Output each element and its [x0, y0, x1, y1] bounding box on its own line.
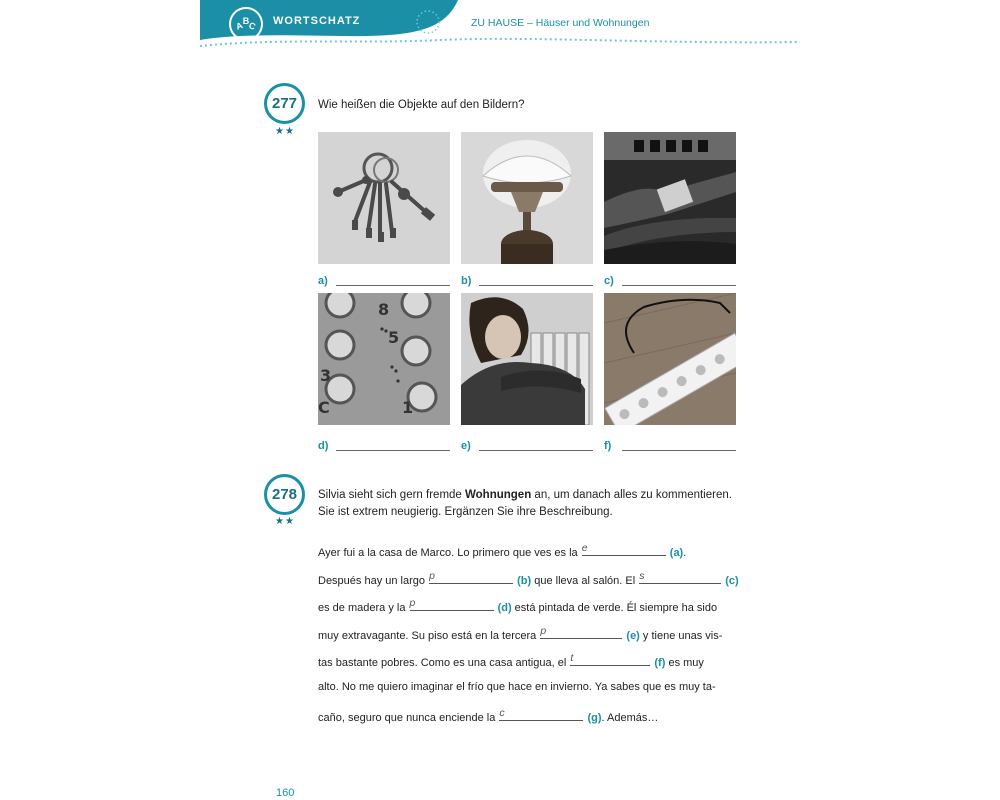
- gap-input-c[interactable]: s: [639, 571, 721, 584]
- exercise-number-badge: 277: [264, 83, 305, 124]
- section-label: WORTSCHATZ: [273, 15, 361, 27]
- abc-icon: A B C: [229, 7, 263, 41]
- elevator-buttons-photo: [318, 293, 450, 425]
- cloze-line: caño, seguro que nunca enciende la c (g). Además…: [318, 707, 659, 724]
- lamp-photo: [461, 132, 593, 264]
- gap-input-a[interactable]: e: [582, 543, 666, 556]
- gap-input-f[interactable]: t: [570, 653, 650, 666]
- cloze-line: es de madera y la p (d) está pintada de verde. Él siempre ha sido: [318, 597, 718, 614]
- gap-input-g[interactable]: c: [499, 708, 583, 721]
- page-number: 160: [276, 787, 295, 799]
- exercise-number-badge: 278: [264, 474, 305, 515]
- gap-input-b[interactable]: p: [429, 571, 513, 584]
- svg-text:8: 8: [378, 300, 390, 319]
- svg-text:3: 3: [320, 366, 332, 385]
- svg-text:C: C: [318, 398, 330, 417]
- woman-at-radiator-photo: [461, 293, 593, 425]
- cloze-line: tas bastante pobres. Como es una casa antigua, el t (f) es muy: [318, 652, 704, 669]
- answer-line-c[interactable]: c): [604, 275, 736, 289]
- power-strip-photo: [604, 293, 736, 425]
- svg-text:1: 1: [402, 398, 414, 417]
- answer-line-a[interactable]: a): [318, 275, 450, 289]
- answer-line-f[interactable]: f): [604, 440, 736, 454]
- cloze-line: Ayer fui a la casa de Marco. Lo primero que ves es la e (a).: [318, 542, 687, 559]
- keys-photo: [318, 132, 450, 264]
- answer-line-e[interactable]: e): [461, 440, 593, 454]
- gap-input-d[interactable]: p: [410, 598, 494, 611]
- cloze-line: alto. No me quiero imaginar el frío que hace en invierno. Ya sabes que es muy ta-: [318, 681, 716, 693]
- cloze-line: muy extravagante. Su piso está en la tercera p (e) y tiene unas vis-: [318, 625, 723, 642]
- exercise-prompt: Silvia sieht sich gern fremde Wohnungen an, um danach alles zu kommentieren. Sie ist extrem neugierig. Ergänzen Sie ihre Beschreibung.: [318, 489, 732, 518]
- network-cable-photo: [604, 132, 736, 264]
- exercise-prompt: Wie heißen die Objekte auf den Bildern?: [318, 99, 525, 111]
- answer-line-b[interactable]: b): [461, 275, 593, 289]
- gap-input-e[interactable]: p: [540, 626, 622, 639]
- svg-text:5: 5: [388, 328, 400, 347]
- header-banner: [200, 0, 800, 60]
- answer-line-d[interactable]: d): [318, 440, 450, 454]
- cloze-line: Después hay un largo p (b) que lleva al salón. El s (c): [318, 570, 739, 587]
- difficulty-stars: ★★: [275, 126, 295, 137]
- chapter-title: ZU HAUSE – Häuser und Wohnungen: [471, 17, 650, 29]
- difficulty-stars: ★★: [275, 516, 295, 527]
